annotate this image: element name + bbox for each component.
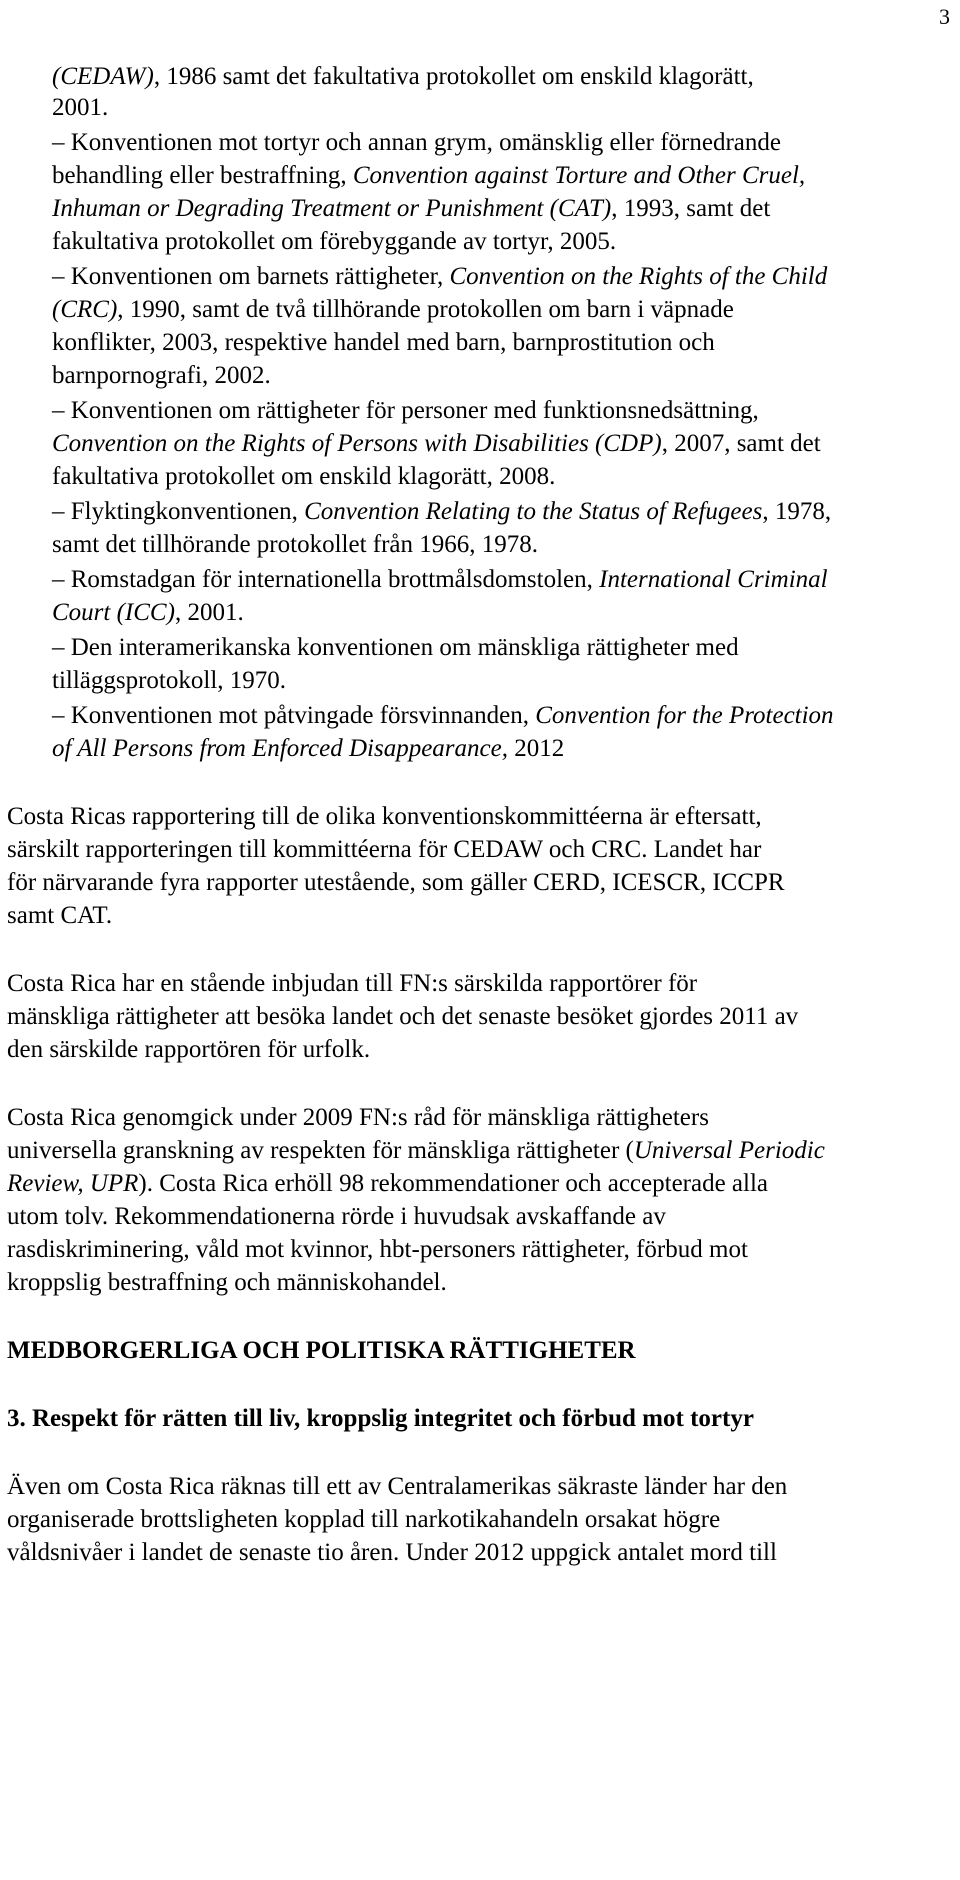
paragraph-crime-line-1: Även om Costa Rica räknas till ett av Centralamerikas säkraste länder har den (7, 1473, 788, 1500)
list-item-cedaw-line-2: 2001. (52, 94, 109, 121)
paragraph-reporting-line-1: Costa Ricas rapportering till de olika konventionskommittéerna är eftersatt, (7, 803, 762, 830)
list-item-cdp-line-1: – Konventionen om rättigheter för personer med funktionsnedsättning, (52, 397, 759, 424)
paragraph-upr-line-1: Costa Rica genomgick under 2009 FN:s råd för mänskliga rättigheters (7, 1104, 709, 1131)
list-item-cedaw-line-1: (CEDAW), 1986 samt det fakultativa protokollet om enskild klagorätt, (52, 63, 754, 90)
paragraph-crime-line-3: våldsnivåer i landet de senaste tio åren. Under 2012 uppgick antalet mord till (7, 1539, 777, 1566)
list-item-cdp-line-2: Convention on the Rights of Persons with Disabilities (CDP), 2007, samt det (52, 430, 821, 457)
list-item-icc-line-1: – Romstadgan för internationella brottmålsdomstolen, International Criminal (52, 566, 828, 593)
paragraph-invitation-line-2: mänskliga rättigheter att besöka landet och det senaste besöket gjordes 2011 av (7, 1003, 799, 1030)
subsection-heading: 3. Respekt för rätten till liv, kroppslig integritet och förbud mot tortyr (7, 1405, 754, 1432)
paragraph-upr-line-5: rasdiskriminering, våld mot kvinnor, hbt-personers rättigheter, förbud mot (7, 1236, 748, 1263)
list-item-crc-line-2: (CRC), 1990, samt de två tillhörande protokollen om barn i väpnade (52, 296, 734, 323)
list-item-cat-line-4: fakultativa protokollet om förebyggande av tortyr, 2005. (52, 228, 617, 255)
paragraph-upr-line-6: kroppslig bestraffning och människohandel. (7, 1269, 447, 1296)
paragraph-upr-line-3: Review, UPR). Costa Rica erhöll 98 rekommendationer och accepterade alla (7, 1170, 769, 1197)
page-number: 3 (939, 4, 950, 29)
list-item-disappearance-line-1: – Konventionen mot påtvingade försvinnanden, Convention for the Protection (52, 702, 834, 729)
paragraph-reporting-line-4: samt CAT. (7, 902, 113, 929)
list-item-icc-line-2: Court (ICC), 2001. (52, 599, 244, 626)
list-item-crc-line-1: – Konventionen om barnets rättigheter, Convention on the Rights of the Child (52, 263, 828, 290)
paragraph-crime-line-2: organiserade brottsligheten kopplad till narkotikahandeln orsakat högre (7, 1506, 721, 1533)
section-heading: MEDBORGERLIGA OCH POLITISKA RÄTTIGHETER (7, 1337, 636, 1364)
paragraph-invitation-line-3: den särskilde rapportören för urfolk. (7, 1036, 371, 1063)
list-item-cat-line-1: – Konventionen mot tortyr och annan grym, omänsklig eller förnedrande (52, 129, 781, 156)
list-item-cat-line-3: Inhuman or Degrading Treatment or Punishment (CAT), 1993, samt det (52, 195, 771, 222)
list-item-refugees-line-2: samt det tillhörande protokollet från 1966, 1978. (52, 531, 539, 558)
list-item-interamerican-line-1: – Den interamerikanska konventionen om mänskliga rättigheter med (52, 634, 739, 661)
list-item-interamerican-line-2: tilläggsprotokoll, 1970. (52, 667, 287, 694)
paragraph-upr-line-4: utom tolv. Rekommendationerna rörde i huvudsak avskaffande av (7, 1203, 666, 1230)
list-item-crc-line-4: barnpornografi, 2002. (52, 362, 271, 389)
paragraph-invitation-line-1: Costa Rica har en stående inbjudan till FN:s särskilda rapportörer för (7, 970, 698, 997)
paragraph-upr-line-2: universella granskning av respekten för mänskliga rättigheter (Universal Periodic (7, 1137, 825, 1164)
paragraph-reporting-line-3: för närvarande fyra rapporter utestående, som gäller CERD, ICESCR, ICCPR (7, 869, 785, 896)
list-item-cdp-line-3: fakultativa protokollet om enskild klagorätt, 2008. (52, 463, 556, 490)
list-item-cat-line-2: behandling eller bestraffning, Convention against Torture and Other Cruel, (52, 162, 806, 189)
list-item-crc-line-3: konflikter, 2003, respektive handel med barn, barnprostitution och (52, 329, 715, 356)
list-item-disappearance-line-2: of All Persons from Enforced Disappearance, 2012 (52, 735, 565, 762)
list-item-refugees-line-1: – Flyktingkonventionen, Convention Relating to the Status of Refugees, 1978, (52, 498, 832, 525)
paragraph-reporting-line-2: särskilt rapporteringen till kommittéerna för CEDAW och CRC. Landet har (7, 836, 762, 863)
